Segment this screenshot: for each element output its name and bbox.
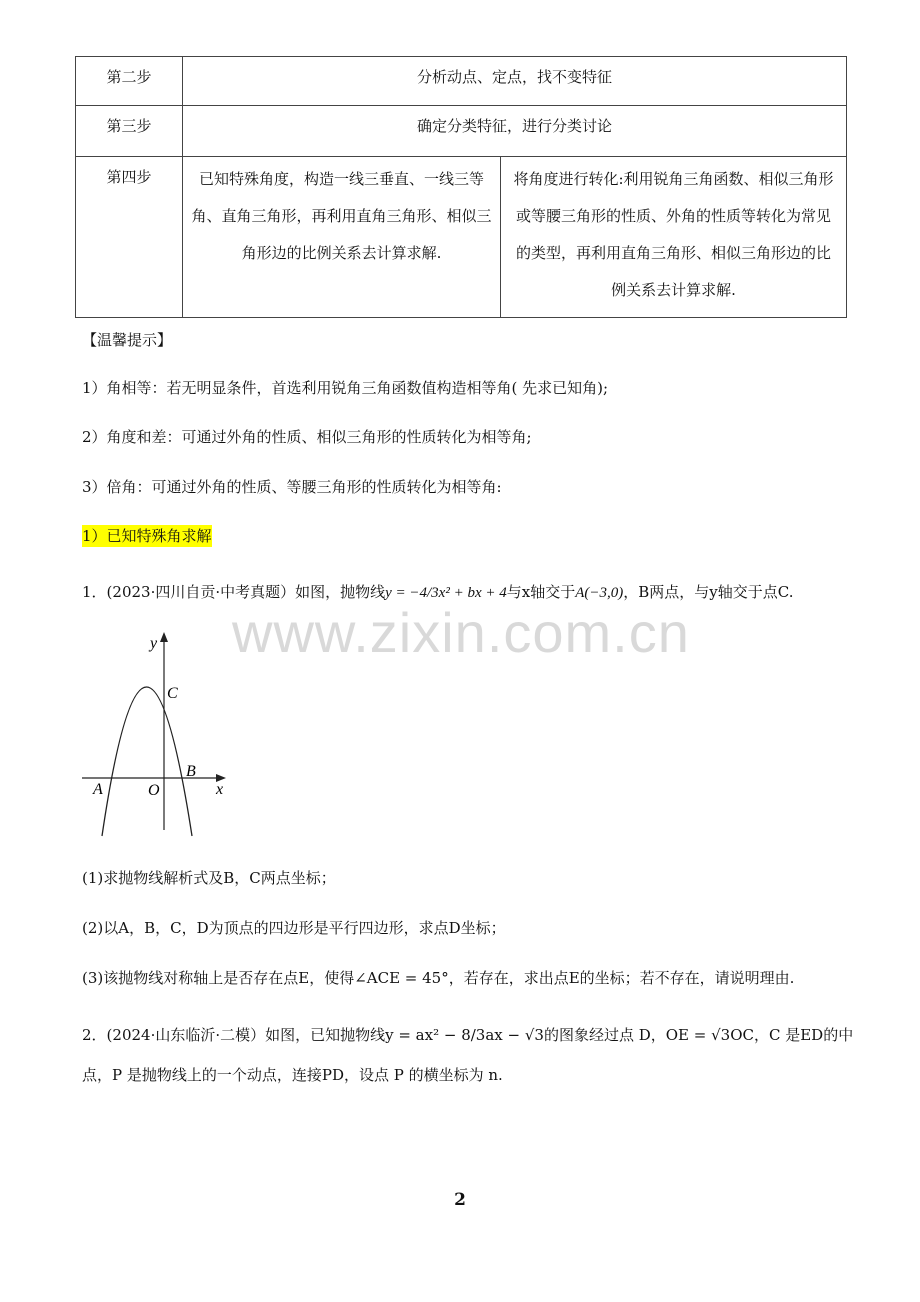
problem-1-stem <box>82 580 846 605</box>
question-1: (1)求抛物线解析式及B，C两点坐标； <box>82 869 336 887</box>
tip-item: 3）倍角：可通过外角的性质、等腰三角形的性质转化为相等角: <box>82 478 502 496</box>
y-axis-label: y <box>150 635 158 652</box>
point-b-label: B <box>186 763 196 780</box>
tip-item: 2）角度和差：可通过外角的性质、相似三角形的性质转化为相等角; <box>82 428 532 446</box>
point-a-label: A <box>93 781 103 798</box>
tips-heading: 【温馨提示】 <box>82 331 173 349</box>
problem-1-tail: ，B两点，与y轴交于点C. <box>623 583 794 601</box>
problem-2-line-1: 2．(2024·山东临沂·二模）如图，已知抛物线y = ax² − 8/3ax − √3的图象经过点 D，OE = √3OC，C 是ED的中 <box>82 1026 854 1044</box>
step-content-left: 已知特殊角度，构造一线三垂直、一线三等角、直角三角形，再利用直角三角形、相似三角形边的比例关系去计算求解. <box>183 157 501 318</box>
step-content: 分析动点、定点，找不变特征 <box>183 57 847 106</box>
watermark: www.zixin.com.cn <box>232 601 690 664</box>
point-c-label: C <box>167 685 178 702</box>
x-axis-label: x <box>216 781 224 798</box>
step-label: 第三步 <box>76 106 183 157</box>
y-axis-arrow <box>160 632 168 642</box>
steps-table <box>75 56 847 318</box>
table-row <box>76 157 847 318</box>
step-label: 第二步 <box>76 57 183 106</box>
question-2: (2)以A，B，C，D为顶点的四边形是平行四边形，求点D坐标； <box>82 919 506 937</box>
table-row <box>76 57 847 106</box>
section-label: 1）已知特殊角求解 <box>82 527 212 545</box>
problem-1-point-a: A(−3,0) <box>575 585 624 601</box>
problem-1-prefix: 1．(2023·四川自贡·中考真题）如图，抛物线 <box>82 583 386 601</box>
step-label: 第四步 <box>76 157 183 318</box>
parabola-curve <box>102 687 192 836</box>
question-3: (3)该抛物线对称轴上是否存在点E，使得∠ACE = 45°，若存在，求出点E的坐标；若不存在，请说明理由. <box>82 969 795 987</box>
tip-item: 1）角相等：若无明显条件，首选利用锐角三角函数值构造相等角( 先求已知角); <box>82 379 609 397</box>
origin-label: O <box>148 782 160 799</box>
problem-2-line-2: 点，P 是抛物线上的一个动点，连接PD，设点 P 的横坐标为 n. <box>82 1066 503 1084</box>
problem-1-equation: y = −4/3x² + bx + 4 <box>385 585 507 601</box>
step-content-right: 将角度进行转化:利用锐角三角函数、相似三角形或等腰三角形的性质、外角的性质等转化为常见的类型，再利用直角三角形、相似三角形边的比例关系去计算求解. <box>501 157 847 318</box>
problem-1-middle: 与x轴交于 <box>506 583 576 601</box>
page-number: 2 <box>454 1190 466 1210</box>
table-row <box>76 106 847 157</box>
parabola-figure <box>78 630 238 842</box>
step-content: 确定分类特征，进行分类讨论 <box>183 106 847 157</box>
